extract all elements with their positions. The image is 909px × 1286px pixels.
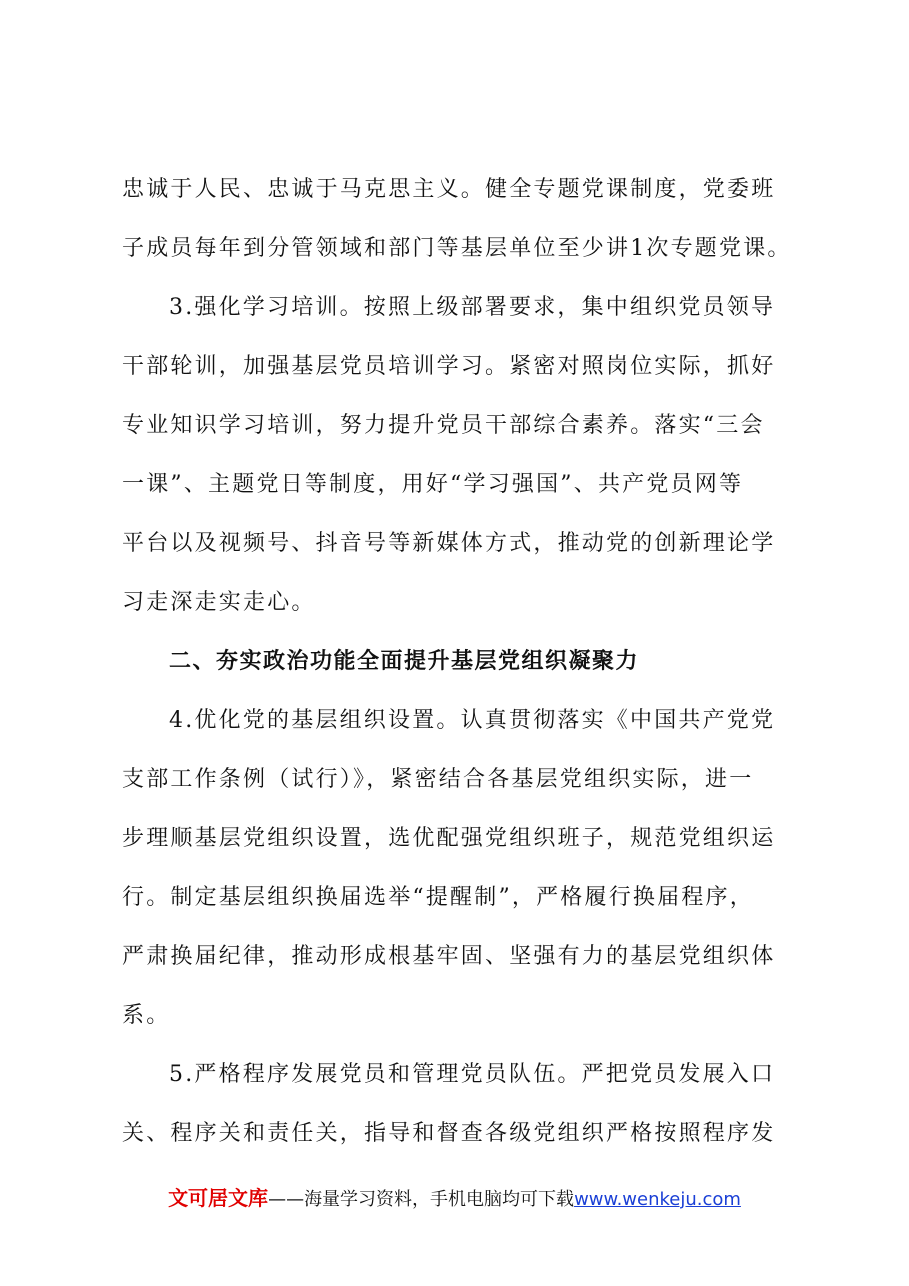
body-text-line: 专业知识学习培训，努力提升党员干部综合素养。落实“三会: [122, 413, 765, 438]
section-heading: 二、夯实政治功能全面提升基层党组织凝聚力: [169, 649, 640, 674]
paragraph-4-start: 4.优化党的基层组织设置。认真贯彻落实《中国共产党党: [169, 708, 776, 733]
body-text-line: 习走深走实走心。: [122, 590, 316, 615]
body-text-line: 严肃换届纪律，推动形成根基牢固、坚强有力的基层党组织体: [122, 944, 776, 969]
body-text-line: 支部工作条例（试行）》，紧密结合各基层党组织实际，进一: [122, 767, 754, 792]
body-text-line: 步理顺基层党组织设置，选优配强党组织班子，规范党组织运: [122, 826, 776, 851]
body-text-line: 子成员每年到分管领域和部门等基层单位至少讲1次专题党课。: [122, 236, 792, 261]
body-text-line: 系。: [122, 1003, 171, 1028]
body-text-line: 行。制定基层组织换届选举“提醒制”，严格履行换届程序，: [122, 885, 754, 910]
document-body: [122, 160, 794, 1163]
footer-brand: 文可居文库: [168, 1186, 269, 1210]
footer-tagline: ——海量学习资料，手机电脑均可下载: [268, 1189, 575, 1210]
body-text-line: 关、程序关和责任关，指导和督查各级党组织严格按照程序发: [122, 1121, 776, 1146]
body-text-line: 一课”、主题党日等制度，用好“学习强国”、共产党员网等: [122, 472, 744, 497]
body-text-line: 平台以及视频号、抖音号等新媒体方式，推动党的创新理论学: [122, 531, 776, 556]
paragraph-3-start: 3.强化学习培训。按照上级部署要求，集中组织党员领导: [169, 295, 776, 320]
body-text-line: 干部轮训，加强基层党员培训学习。紧密对照岗位实际，抓好: [122, 354, 776, 379]
paragraph-5-start: 5.严格程序发展党员和管理党员队伍。严把党员发展入口: [169, 1062, 776, 1087]
body-text-line: 忠诚于人民、忠诚于马克思主义。健全专题党课制度，党委班: [122, 177, 776, 202]
footer-website-link[interactable]: www.wenkeju.com: [574, 1189, 741, 1210]
page-footer: [0, 1182, 909, 1211]
